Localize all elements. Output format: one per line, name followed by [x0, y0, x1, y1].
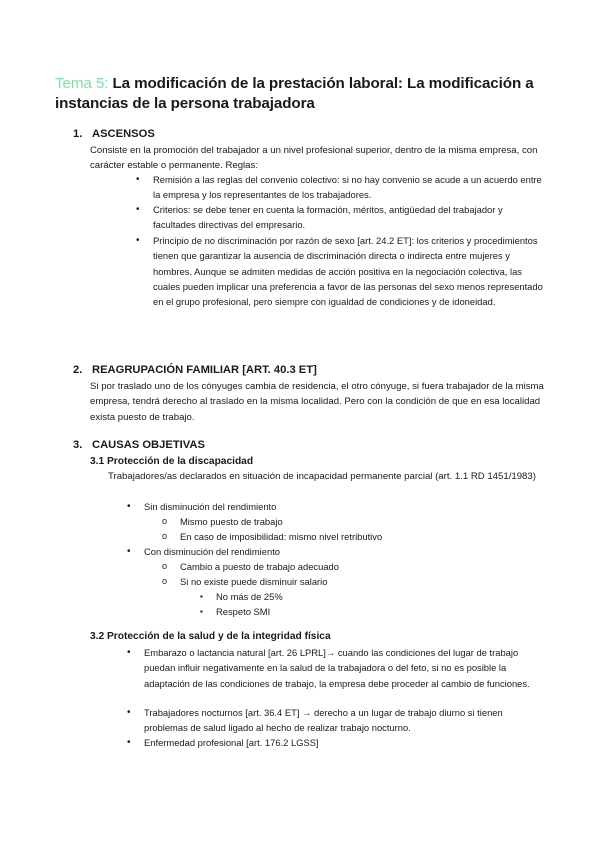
- list-item: • Remisión a las reglas del convenio colectivo: si no hay convenio se acude a un acuerdo entre la empresa y los representantes de los trabajadores.: [153, 172, 545, 203]
- section-title: REAGRUPACIÓN FAMILIAR [ART. 40.3 ET]: [92, 364, 317, 376]
- list-item: o Cambio a puesto de trabajo adecuado: [180, 559, 540, 574]
- list-item: ▪ Respeto SMI: [216, 604, 536, 619]
- list-item: • Principio de no discriminación por razón de sexo [art. 24.2 ET]: los criterios y procedimientos tienen que garantizar la ausencia de discriminación directa o indirecta entre mujeres y hombres. Aunque se admiten medidas de acción positiva en la negociación colectiva, las cuales pueden implicar una preferencia a favor de las personas del sexo menos representado en el grupo profesional, pero siempre con igualdad de condiciones y de idoneidad.: [153, 233, 545, 309]
- list-item: o Mismo puesto de trabajo: [180, 514, 540, 529]
- section-number: 1.: [73, 128, 83, 140]
- title-text: La modificación de la prestación laboral: La modificación a instancias de la persona trabajadora: [55, 75, 534, 112]
- tema-label: Tema 5:: [55, 75, 109, 92]
- subsection-intro: Trabajadores/as declarados en situación de incapacidad permanente parcial (art. 1.1 RD 1451/1983): [108, 471, 536, 482]
- subsection-heading: 3.2 Protección de la salud y de la integridad física: [90, 631, 331, 642]
- list-item: ▪ No más de 25%: [216, 589, 536, 604]
- list-item: • Criterios: se debe tener en cuenta la formación, méritos, antigüedad del trabajador y facultades directivas del empresario.: [153, 202, 545, 233]
- list-item: • Trabajadores nocturnos [art. 36.4 ET] → derecho a un lugar de trabajo diurno si tienen problemas de salud ligado al hecho de realizar trabajo nocturno.: [144, 705, 540, 736]
- section-intro: Si por traslado uno de los cónyuges cambia de residencia, el otro cónyuge, si fuera trabajador de la misma empresa, tendrá derecho al traslado en la misma localidad. Pero con la condición de que en esa localidad exista puesto de trabajo.: [90, 381, 544, 423]
- list-item: • Con disminución del rendimiento: [144, 544, 524, 559]
- list-item: o En caso de imposibilidad: mismo nivel retributivo: [180, 529, 540, 544]
- section-title: CAUSAS OBJETIVAS: [92, 439, 205, 451]
- section-title: ASCENSOS: [92, 128, 155, 140]
- list-item: • Embarazo o lactancia natural [art. 26 LPRL]→ cuando las condiciones del lugar de trabajo puedan influir negativamente en la salud de la trabajadora o del feto, si no es posible la adaptación de las condiciones de trabajo, la empresa debe proceder al cambio de funciones.: [144, 645, 540, 691]
- subsection-heading: 3.1 Protección de la discapacidad: [90, 456, 254, 467]
- page-title: [55, 74, 555, 113]
- section-number: 2.: [73, 364, 83, 376]
- section-intro: Consiste en la promoción del trabajador a un nivel profesional superior, dentro de la misma empresa, con carácter estable o permanente. Reglas:: [90, 145, 538, 172]
- list-item: • Enfermedad profesional [art. 176.2 LGSS]: [144, 735, 540, 750]
- list-item: o Si no existe puede disminuir salario: [180, 574, 540, 589]
- section-number: 3.: [73, 439, 83, 451]
- list-item: • Sin disminución del rendimiento: [144, 499, 524, 514]
